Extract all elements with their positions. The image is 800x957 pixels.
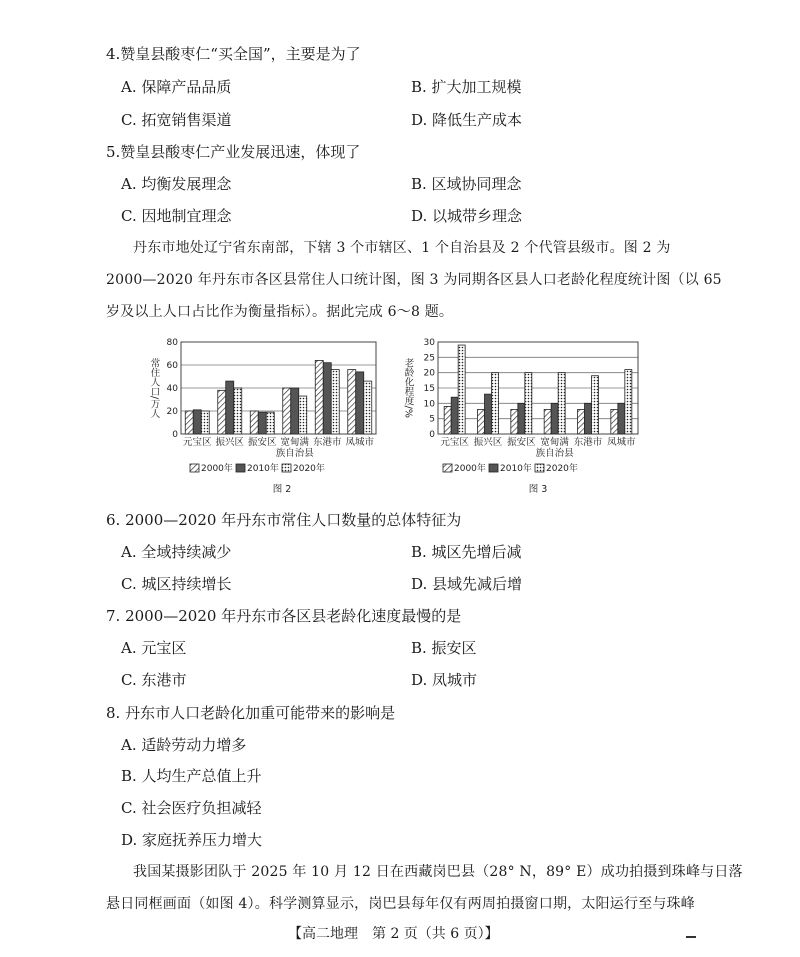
bar	[618, 403, 625, 434]
y-tick-label: 5	[429, 414, 435, 425]
bar	[364, 381, 372, 434]
q7-option-b: B. 振安区	[411, 639, 477, 657]
legend-label: 2000年	[201, 464, 233, 474]
bar	[291, 388, 299, 434]
x-tick-label: 东港市	[573, 437, 603, 448]
figure-caption: 图 2	[272, 484, 292, 495]
bar	[331, 370, 339, 434]
y-tick-label: 20	[166, 407, 178, 417]
y-tick-label: 15	[423, 384, 435, 394]
bar	[234, 388, 242, 434]
bar	[551, 403, 558, 434]
legend-label: 2020年	[546, 464, 578, 474]
legend-swatch	[282, 464, 291, 472]
bar	[193, 410, 201, 434]
q5-option-d: D. 以城带乡理念	[411, 207, 523, 225]
q7-option-c: C. 东港市	[121, 671, 187, 689]
legend-swatch	[443, 464, 452, 472]
q4-option-d: D. 降低生产成本	[411, 111, 523, 129]
bar	[226, 381, 234, 434]
bar	[348, 370, 356, 434]
legend-swatch	[489, 464, 498, 472]
bar	[250, 411, 258, 434]
bar	[578, 409, 585, 434]
x-tick-label: 振安区	[507, 437, 536, 448]
x-tick-label: 元宝区	[440, 437, 469, 448]
bar	[611, 409, 618, 434]
legend-swatch	[190, 464, 199, 472]
x-tick-label: 族自治县	[275, 448, 314, 459]
bar	[592, 376, 599, 434]
bar	[458, 345, 465, 434]
y-tick-label: 0	[172, 430, 178, 440]
q6-stem: 6. 2000—2020 年丹东市常住人口数量的总体特征为	[106, 511, 462, 529]
bar	[585, 403, 592, 434]
bar	[492, 373, 499, 434]
q6-option-c: C. 城区持续增长	[121, 575, 232, 593]
x-tick-label: 振兴区	[215, 437, 245, 448]
y-axis-label: 老龄化程度/%	[402, 358, 414, 418]
y-tick-label: 60	[166, 361, 178, 371]
y-tick-label: 30	[423, 338, 435, 348]
bar	[485, 394, 492, 434]
page-footer: 【高二地理 第 2 页（共 6 页）】	[288, 926, 499, 942]
x-tick-label: 宽甸满	[540, 437, 569, 448]
passage2-line-2: 悬日同框画面（如图 4）。科学测算显示，岗巴县每年仅有两周拍摄窗口期，太阳运行至与珠峰	[106, 896, 695, 912]
q6-option-a: A. 全域持续减少	[121, 543, 232, 561]
q5-stem: 5.赞皇县酸枣仁产业发展迅速，体现了	[106, 143, 361, 161]
q6-option-d: D. 县域先减后增	[411, 575, 523, 593]
y-tick-label: 20	[423, 368, 435, 379]
bar	[625, 370, 632, 434]
x-tick-label: 振兴区	[473, 437, 503, 448]
q4-stem: 4.赞皇县酸枣仁“买全国”，主要是为了	[106, 45, 361, 63]
bar	[444, 406, 451, 434]
q7-stem: 7. 2000—2020 年丹东市各区县老龄化速度最慢的是	[106, 607, 462, 625]
y-axis-label: 常住人口/万人	[148, 357, 160, 419]
q7-option-a: A. 元宝区	[121, 639, 187, 657]
passage2-line-1: 我国某摄影团队于 2025 年 10 月 12 日在西藏岗巴县（28° N，89° E）成功拍摄到珠峰与日落	[133, 864, 743, 880]
bar	[356, 372, 364, 434]
bar	[558, 373, 565, 434]
q5-option-b: B. 区域协同理念	[411, 175, 522, 193]
legend-label: 2000年	[454, 464, 486, 474]
q5-option-a: A. 均衡发展理念	[121, 175, 232, 193]
passage1-line-1: 丹东市地处辽宁省东南部，下辖 3 个市辖区、1 个自治县及 2 个代管县级市。图 2 为	[133, 240, 671, 256]
q7-option-d: D. 凤城市	[411, 671, 478, 689]
bar	[518, 403, 525, 434]
legend-swatch	[236, 464, 245, 472]
x-tick-label: 宽甸满	[280, 437, 310, 448]
corner-mark	[686, 936, 696, 938]
y-tick-label: 0	[429, 430, 435, 440]
bar	[258, 412, 266, 434]
q8-option-d: D. 家庭抚养压力增大	[121, 831, 263, 849]
bar	[511, 409, 518, 434]
figure-caption: 图 3	[528, 484, 548, 495]
y-tick-label: 80	[166, 338, 178, 348]
q6-option-b: B. 城区先增后减	[411, 543, 522, 561]
bar	[283, 388, 291, 434]
q8-option-a: A. 适龄劳动力增多	[121, 736, 247, 754]
q8-option-c: C. 社会医疗负担减轻	[121, 799, 262, 817]
q4-option-c: C. 拓宽销售渠道	[121, 111, 232, 129]
y-tick-label: 25	[423, 353, 435, 364]
bar	[525, 373, 532, 434]
x-tick-label: 凤城市	[607, 437, 636, 448]
x-tick-label: 东港市	[312, 437, 342, 448]
x-tick-label: 族自治县	[535, 448, 574, 459]
x-tick-label: 元宝区	[182, 437, 212, 448]
bar	[478, 409, 485, 434]
bar	[323, 363, 331, 434]
q5-option-c: C. 因地制宜理念	[121, 207, 232, 225]
bar	[315, 360, 323, 434]
legend-label: 2020年	[293, 464, 325, 474]
y-tick-label: 10	[423, 399, 435, 410]
bar	[201, 411, 209, 434]
q8-stem: 8. 丹东市人口老龄化加重可能带来的影响是	[106, 704, 396, 722]
q4-option-a: A. 保障产品品质	[121, 78, 232, 96]
q8-option-b: B. 人均生产总值上升	[121, 767, 262, 785]
figure-3-aging-chart	[395, 334, 665, 500]
passage1-line-2: 2000—2020 年丹东市各区县常住人口统计图，图 3 为同期各区县人口老龄化程度统计图（以 65	[106, 272, 722, 288]
bar	[185, 411, 193, 434]
figure-2-population-chart	[140, 334, 395, 500]
passage1-line-3: 岁及以上人口占比作为衡量指标）。据此完成 6～8 题。	[106, 304, 454, 320]
legend-swatch	[535, 464, 544, 472]
legend-label: 2010年	[500, 464, 532, 474]
legend-label: 2010年	[247, 464, 279, 474]
bar	[218, 390, 226, 434]
x-tick-label: 振安区	[247, 437, 277, 448]
q4-option-b: B. 扩大加工规模	[411, 78, 522, 96]
bar	[544, 409, 551, 434]
bar	[299, 396, 307, 434]
bar	[451, 397, 458, 434]
bar	[266, 412, 274, 434]
y-tick-label: 40	[166, 384, 178, 394]
x-tick-label: 凤城市	[345, 437, 375, 448]
